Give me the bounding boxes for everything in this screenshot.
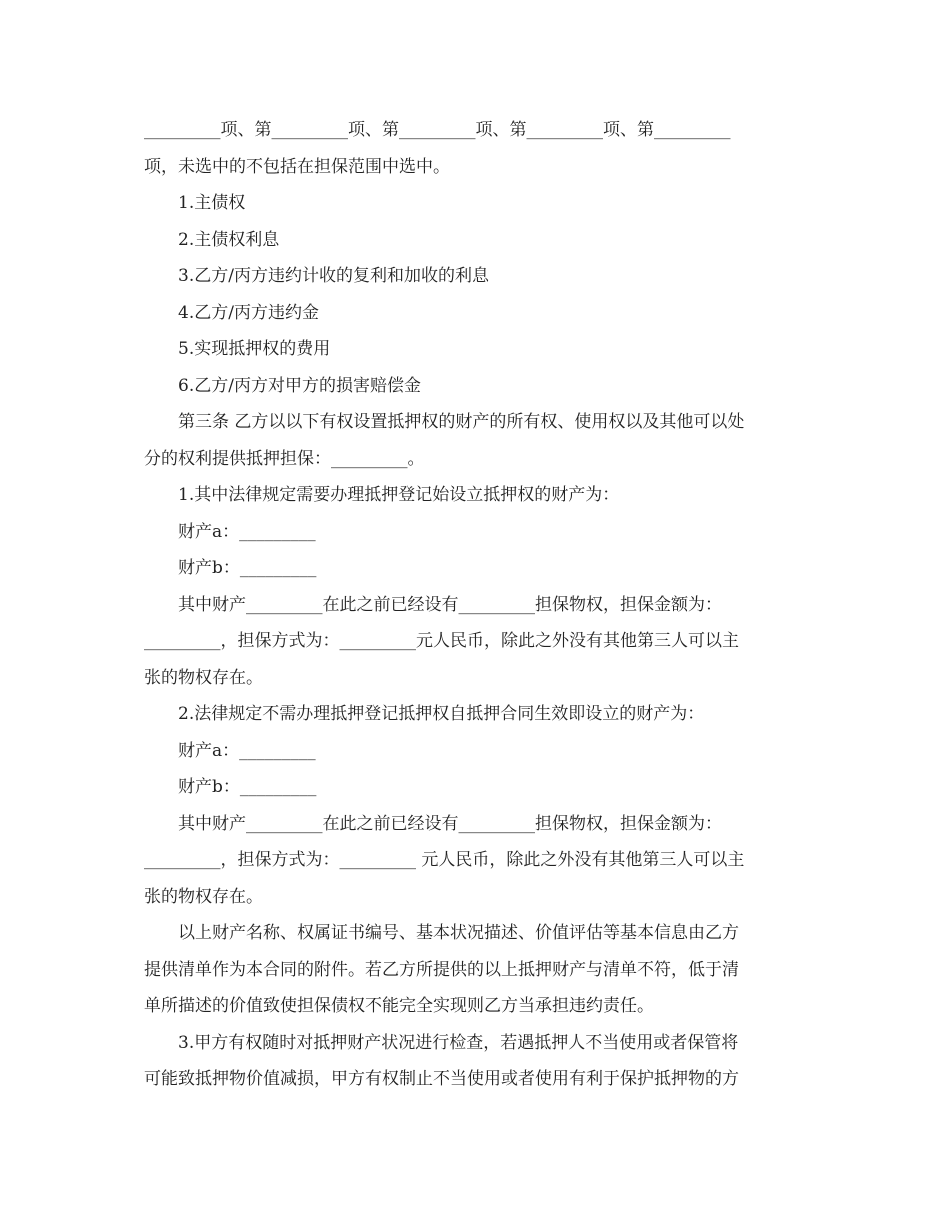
document-page (144, 112, 806, 1098)
text-line: 6.乙方/丙方对甲方的损害赔偿金 (178, 375, 421, 396)
text-line: 财产b：_________ (178, 777, 317, 797)
text-line: 财产a：_________ (178, 521, 316, 542)
text-line: 财产b：_________ (178, 558, 317, 578)
text-line: 可能致抵押物价值减损，甲方有权制止不当使用或者使用有利于保护抵押物的方 (144, 1069, 739, 1089)
text-line: 其中财产_________在此之前已经设有_________担保物权，担保金额为： (178, 813, 722, 834)
text-line: 3.甲方有权随时对抵押财产状况进行检查，若遇抵押人不当使用或者保管将 (178, 1032, 739, 1053)
text-line: 张的物权存在。 (144, 667, 263, 688)
text-line: 1.主债权 (178, 193, 246, 213)
text-line: 财产a：_________ (178, 740, 316, 761)
text-line: 2.法律规定不需办理抵押登记抵押权自抵押合同生效即设立的财产为： (178, 704, 705, 724)
text-line: 5.实现抵押权的费用 (178, 339, 331, 359)
text-line: 分的权利提供抵押担保：_________。 (144, 448, 425, 469)
text-line: _________项、第_________项、第_________项、第_________项、第_________ (144, 120, 731, 140)
text-line: 4.乙方/丙方违约金 (178, 302, 319, 323)
text-line: 2.主债权利息 (178, 229, 280, 250)
text-line: _________，担保方式为：_________元人民币，除此之外没有其他第三人可以主 (144, 631, 739, 651)
text-line: 张的物权存在。 (144, 886, 263, 907)
text-line: 提供清单作为本合同的附件。若乙方所提供的以上抵押财产与清单不符，低于清 (144, 959, 739, 980)
text-line: 单所描述的价值致使担保债权不能完全实现则乙方当承担违约责任。 (144, 996, 654, 1016)
text-line: 其中财产_________在此之前已经设有_________担保物权，担保金额为： (178, 594, 722, 615)
text-line: 1.其中法律规定需要办理抵押登记始设立抵押权的财产为： (178, 485, 620, 505)
text-line: 3.乙方/丙方违约计收的复利和加收的利息 (178, 266, 489, 286)
text-line: 项，未选中的不包括在担保范围中选中。 (144, 156, 450, 177)
text-line: _________，担保方式为：_________ 元人民币，除此之外没有其他第三人可以主 (144, 850, 745, 870)
text-line: 以上财产名称、权属证书编号、基本状况描述、价值评估等基本信息由乙方 (178, 923, 739, 943)
text-line: 第三条 乙方以以下有权设置抵押权的财产的所有权、使用权以及其他可以处 (178, 412, 745, 432)
